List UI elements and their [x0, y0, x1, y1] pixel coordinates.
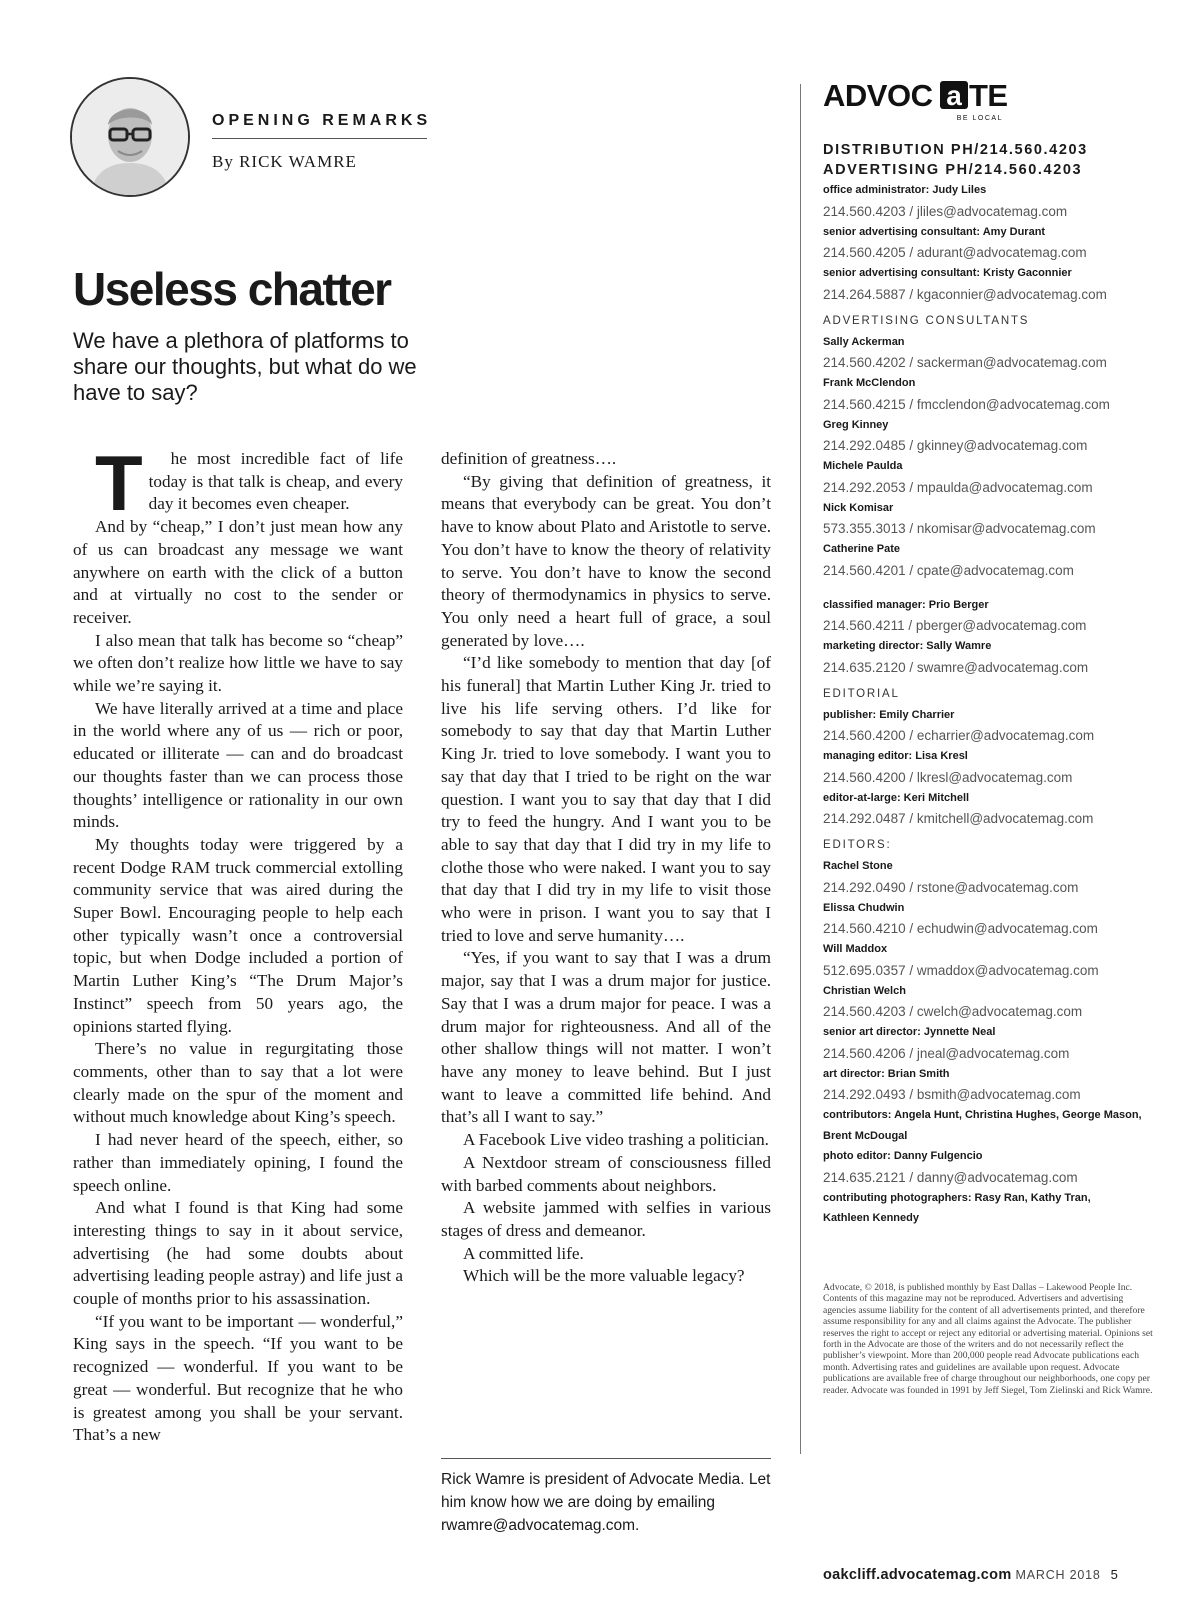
svg-text:BE LOCAL: BE LOCAL [956, 115, 1003, 122]
paragraph: I had never heard of the speech, either, so rather than immediately opining, I found the speech online. [73, 1130, 403, 1195]
footer-site: oakcliff.advocatemag.com [823, 1567, 1012, 1583]
advocate-logo [823, 76, 1023, 124]
svg-text:TE: TE [969, 78, 1008, 113]
staff-role: Christian Welch [823, 984, 906, 997]
paragraph: “I’d like somebody to mention that day [of his funeral] that Martin Luther King Jr. tried to live his life serving others. I’d like for somebody to say that day that Martin Luther King Jr. tried to love somebody. I want you to say that day that I tried to be right on the war question. I want you to say that day that I did try to feed the hungry. And I want you to be able to say that day that I did try in my life to clothe those who were naked. I want you to say that day that I did try in my life to visit those who were in prison. I want you to say that I tried to love and serve humanity…. [441, 653, 771, 945]
staff-role: Sally Ackerman [823, 335, 905, 348]
article-column-1 [73, 439, 403, 1447]
publisher-fine-print: Advocate, © 2018, is published monthly by East Dallas – Lakewood People Inc. Contents of this magazine may not be reproduced. Advertisers and advertising agencies assume liability for the content of all advertisements printed, and therefore assume responsibility for any and all claims against the Advocate. The publisher reserves the right to accept or reject any editorial or advertising material. Opinions set forth in the Advocate are those of the writers and do not necessarily reflect the publisher’s viewpoint. More than 200,000 people read Advocate publications each month. Advertising rates and guidelines are available upon request. Advocate publications are available free of charge throughout our neighborhoods, one copy per reader. Advocate was founded in 1991 by Jeff Siegel, Tom Zielinski and Rick Wamre. [823, 1282, 1153, 1396]
staff-contact: 214.292.0493 / bsmith@advocatemag.com [823, 1087, 1081, 1102]
closing-question: Which will be the more valuable legacy? [463, 1266, 745, 1286]
paragraph: And what I found is that King had some interesting things to say in it about service, advertising (he had some doubts about advertising leading people astray) and life just a couple of months prior to his assassination. [73, 1198, 403, 1309]
staff-contact: 214.560.4201 / cpate@advocatemag.com [823, 562, 1074, 578]
contributors-cont: Brent McDougal [823, 1129, 908, 1142]
staff-contact: 214.292.0487 / kmitchell@advocatemag.com [823, 811, 1094, 826]
staff-role: marketing director: Sally Wamre [823, 640, 992, 652]
staff-role: Frank McClendon [823, 377, 916, 389]
staff-role: photo editor: Danny Fulgencio [823, 1150, 983, 1162]
section-heading-editorial: EDITORIAL [823, 687, 900, 700]
subheadline: We have a plethora of platforms to share our thoughts, but what do we have to say? [73, 328, 417, 405]
staff-contact: 214.560.4206 / jneal@advocatemag.com [823, 1045, 1070, 1061]
staff-role: publisher: Emily Charrier [823, 708, 955, 721]
paragraph: And by “cheap,” I don’t just mean how any of us can broadcast any message we want anywhere on earth with the click of a button and at virtually no cost to the sender or receiver. [73, 517, 403, 627]
headline: Useless chatter [73, 263, 391, 315]
footer-issue: MARCH 2018 [1015, 1568, 1101, 1582]
photographers-cont: Kathleen Kennedy [823, 1212, 919, 1224]
sidebar-divider [800, 84, 801, 1454]
staff-contact: 214.560.4205 / adurant@advocatemag.com [823, 245, 1087, 260]
paragraph: A committed life. [463, 1243, 584, 1263]
article-column-2 [441, 448, 771, 1288]
spacer [823, 581, 1163, 595]
contributors: contributors: Angela Hunt, Christina Hughes, George Mason, [823, 1109, 1142, 1121]
staff-contact: 214.560.4200 / echarrier@advocatemag.com [823, 728, 1095, 743]
kicker-divider [212, 138, 427, 139]
paragraph: We have literally arrived at a time and place in the world where any of us — rich or poor, educated or illiterate — can and do broadcast our thoughts faster than we can process those thoughts’ intelligence or rationality in our own minds. [73, 698, 403, 832]
author-portrait-icon [72, 79, 188, 195]
paragraph: definition of greatness…. [441, 449, 617, 468]
paragraph: There’s no value in regurgitating those comments, other than to say that a lot were clearly made on the spur of the moment and without much knowledge about King’s speech. [73, 1039, 403, 1127]
svg-text:ADVOC: ADVOC [823, 78, 933, 113]
staff-role: classified manager: Prio Berger [823, 598, 989, 611]
bio-divider [441, 1458, 771, 1459]
staff-contact: 573.355.3013 / nkomisar@advocatemag.com [823, 521, 1096, 536]
distribution-phone: DISTRIBUTION PH/214.560.4203 [823, 142, 1088, 158]
staff-role: art director: Brian Smith [823, 1067, 950, 1080]
staff-contact: 214.635.2120 / swamre@advocatemag.com [823, 659, 1089, 675]
staff-role: senior advertising consultant: Amy Durant [823, 225, 1046, 238]
staff-role: Will Maddox [823, 943, 888, 955]
staff-role: Catherine Pate [823, 543, 901, 555]
staff-role: Michele Paulda [823, 460, 903, 472]
staff-contact: 214.292.0490 / rstone@advocatemag.com [823, 879, 1079, 895]
staff-contact: 214.560.4215 / fmcclendon@advocatemag.com [823, 396, 1110, 412]
staff-contact: 214.264.5887 / kgaconnier@advocatemag.com [823, 286, 1107, 302]
advertising-phone: ADVERTISING PH/214.560.4203 [823, 162, 1083, 178]
staff-contact: 214.560.4210 / echudwin@advocatemag.com [823, 921, 1098, 936]
author-photo [70, 77, 190, 197]
staff-role: managing editor: Lisa Kresl [823, 750, 968, 762]
staff-contact: 214.560.4211 / pberger@advocatemag.com [823, 618, 1087, 633]
staff-contact: 214.635.2121 / danny@advocatemag.com [823, 1169, 1078, 1185]
staff-contact: 214.560.4203 / jliles@advocatemag.com [823, 203, 1068, 219]
paragraph: I also mean that talk has become so “cheap” we often don’t realize how little we have to say while we’re saying it. [73, 630, 403, 696]
staff-contact: 214.292.2053 / mpaulda@advocatemag.com [823, 479, 1093, 495]
staff-contact: 214.292.0485 / gkinney@advocatemag.com [823, 438, 1088, 453]
staff-contact: 214.560.4202 / sackerman@advocatemag.com [823, 355, 1107, 370]
staff-contact: 512.695.0357 / wmaddox@advocatemag.com [823, 962, 1099, 978]
staff-role: Elissa Chudwin [823, 901, 905, 914]
lead-paragraph: T he most incredible fact of life today is that talk is cheap, and every day it becomes even cheaper. [73, 448, 403, 516]
staff-role: editor-at-large: Keri Mitchell [823, 791, 970, 804]
photographers: contributing photographers: Rasy Ran, Kathy Tran, [823, 1191, 1091, 1204]
page-number: 5 [1110, 1567, 1118, 1582]
staff-role: office administrator: Judy Liles [823, 184, 987, 196]
staff-role: Rachel Stone [823, 860, 893, 872]
staff-contact: 214.560.4200 / lkresl@advocatemag.com [823, 769, 1073, 785]
staff-role: senior advertising consultant: Kristy Gaconnier [823, 267, 1072, 279]
svg-text:a: a [946, 80, 962, 111]
drop-cap: T [95, 439, 143, 527]
section-heading-editors: EDITORS: [823, 839, 892, 851]
section-heading-advertising: ADVERTISING CONSULTANTS [823, 314, 1030, 327]
author-bio: Rick Wamre is president of Advocate Media. Let him know how we are doing by emailing rwamre@advocatemag.com. [441, 1471, 771, 1534]
paragraph: “By giving that definition of greatness, it means that everybody can be great. You don’t have to know about Plato and Aristotle to serve. You don’t have to know the theory of relativity to serve. You don’t have to know the second theory of thermodynamics in physics to serve. You only need a heart full of grace, a soul generated by love…. [441, 471, 771, 650]
paragraph: A Nextdoor stream of consciousness filled with barbed comments about neighbors. [441, 1152, 771, 1195]
paragraph: My thoughts today were triggered by a recent Dodge RAM truck commercial extolling community service that was aired during the Super Bowl. Encouraging people to help each other typically wasn’t once a controversial topic, but when Dodge included a portion of Martin Luther King’s “The Drum Major’s Instinct” speech from 50 years ago, the opinions started flying. [73, 834, 403, 1036]
staff-role: senior art director: Jynnette Neal [823, 1026, 996, 1038]
page-footer [823, 1566, 1163, 1584]
staff-contact: 214.560.4203 / cwelch@advocatemag.com [823, 1004, 1083, 1019]
section-kicker: OPENING REMARKS [212, 112, 432, 129]
masthead-sidebar [823, 140, 1163, 1229]
staff-role: Nick Komisar [823, 501, 894, 514]
paragraph: A website jammed with selfies in various stages of dress and demeanor. [441, 1198, 771, 1240]
staff-role: Greg Kinney [823, 418, 889, 431]
paragraph: A Facebook Live video trashing a politician. [463, 1130, 769, 1150]
byline: By RICK WAMRE [212, 152, 357, 171]
paragraph: “Yes, if you want to say that I was a drum major, say that I was a drum major for justice. Say that I was a drum major for peace. I was a drum major for righteousness. And all of the other shallow things will not matter. I won’t have any money to leave behind. But I just want to leave a committed life behind. And that’s all I want to say.” [441, 948, 771, 1127]
paragraph: “If you want to be important — wonderful,” King says in the speech. “If you want to be recognized — wonderful. If you want to be great — wonderful. But recognize that he who is greatest among you shall be your servant. That’s a new [73, 1311, 403, 1445]
